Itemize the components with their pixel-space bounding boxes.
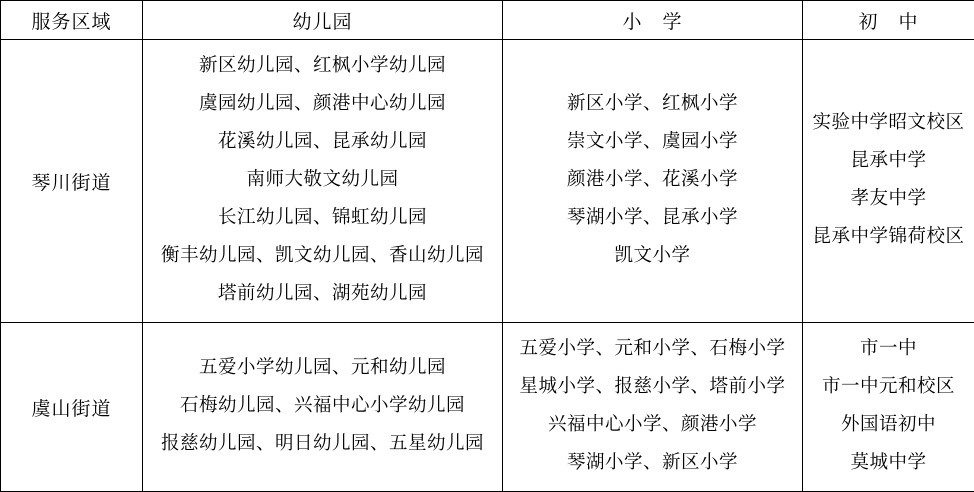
list-item: 实验中学昭文校区 [803, 104, 974, 142]
list-item: 衡丰幼儿园、凯文幼儿园、香山幼儿园 [143, 237, 502, 275]
list-item: 孝友中学 [803, 180, 974, 218]
list-item: 琴湖小学、新区小学 [503, 444, 802, 482]
primary-school-list [503, 323, 803, 492]
table-row [1, 323, 974, 492]
list-item: 市一中元和校区 [803, 368, 974, 406]
list-item: 五爱小学幼儿园、元和幼儿园 [143, 349, 502, 387]
list-item: 外国语初中 [803, 406, 974, 444]
list-item: 石梅幼儿园、兴福中心小学幼儿园 [143, 387, 502, 425]
list-item: 兴福中心小学、颜港小学 [503, 406, 802, 444]
list-item: 崇文小学、虞园小学 [503, 123, 802, 161]
table-header-row [1, 1, 974, 40]
list-item: 花溪幼儿园、昆承幼儿园 [143, 123, 502, 161]
list-item: 琴湖小学、昆承小学 [503, 199, 802, 237]
list-item: 新区幼儿园、红枫小学幼儿园 [143, 47, 502, 85]
list-item: 新区小学、红枫小学 [503, 85, 802, 123]
table-header [1, 1, 974, 40]
kindergarten-list [143, 323, 503, 492]
list-item: 五爱小学、元和小学、石梅小学 [503, 330, 802, 368]
junior-high-list [803, 40, 974, 323]
kindergarten-list [143, 40, 503, 323]
list-item: 南师大敬文幼儿园 [143, 161, 502, 199]
list-item: 报慈幼儿园、明日幼儿园、五星幼儿园 [143, 425, 502, 463]
list-item: 塔前幼儿园、湖苑幼儿园 [143, 275, 502, 313]
list-item: 长江幼儿园、锦虹幼儿园 [143, 199, 502, 237]
list-item: 颜港小学、花溪小学 [503, 161, 802, 199]
area-name: 虞山街道 [1, 323, 143, 492]
list-item: 昆承中学 [803, 142, 974, 180]
column-header-primary-school: 小 学 [503, 1, 803, 40]
junior-high-list [803, 323, 974, 492]
column-header-service-area: 服务区域 [1, 1, 143, 40]
table-body [1, 40, 974, 492]
table-row [1, 40, 974, 323]
list-item: 莫城中学 [803, 444, 974, 482]
list-item: 虞园幼儿园、颜港中心幼儿园 [143, 85, 502, 123]
list-item: 昆承中学锦荷校区 [803, 218, 974, 256]
column-header-kindergarten: 幼儿园 [143, 1, 503, 40]
list-item: 市一中 [803, 330, 974, 368]
column-header-junior-high: 初 中 [803, 1, 974, 40]
primary-school-list [503, 40, 803, 323]
list-item: 凯文小学 [503, 237, 802, 275]
area-name: 琴川街道 [1, 40, 143, 323]
list-item: 星城小学、报慈小学、塔前小学 [503, 368, 802, 406]
